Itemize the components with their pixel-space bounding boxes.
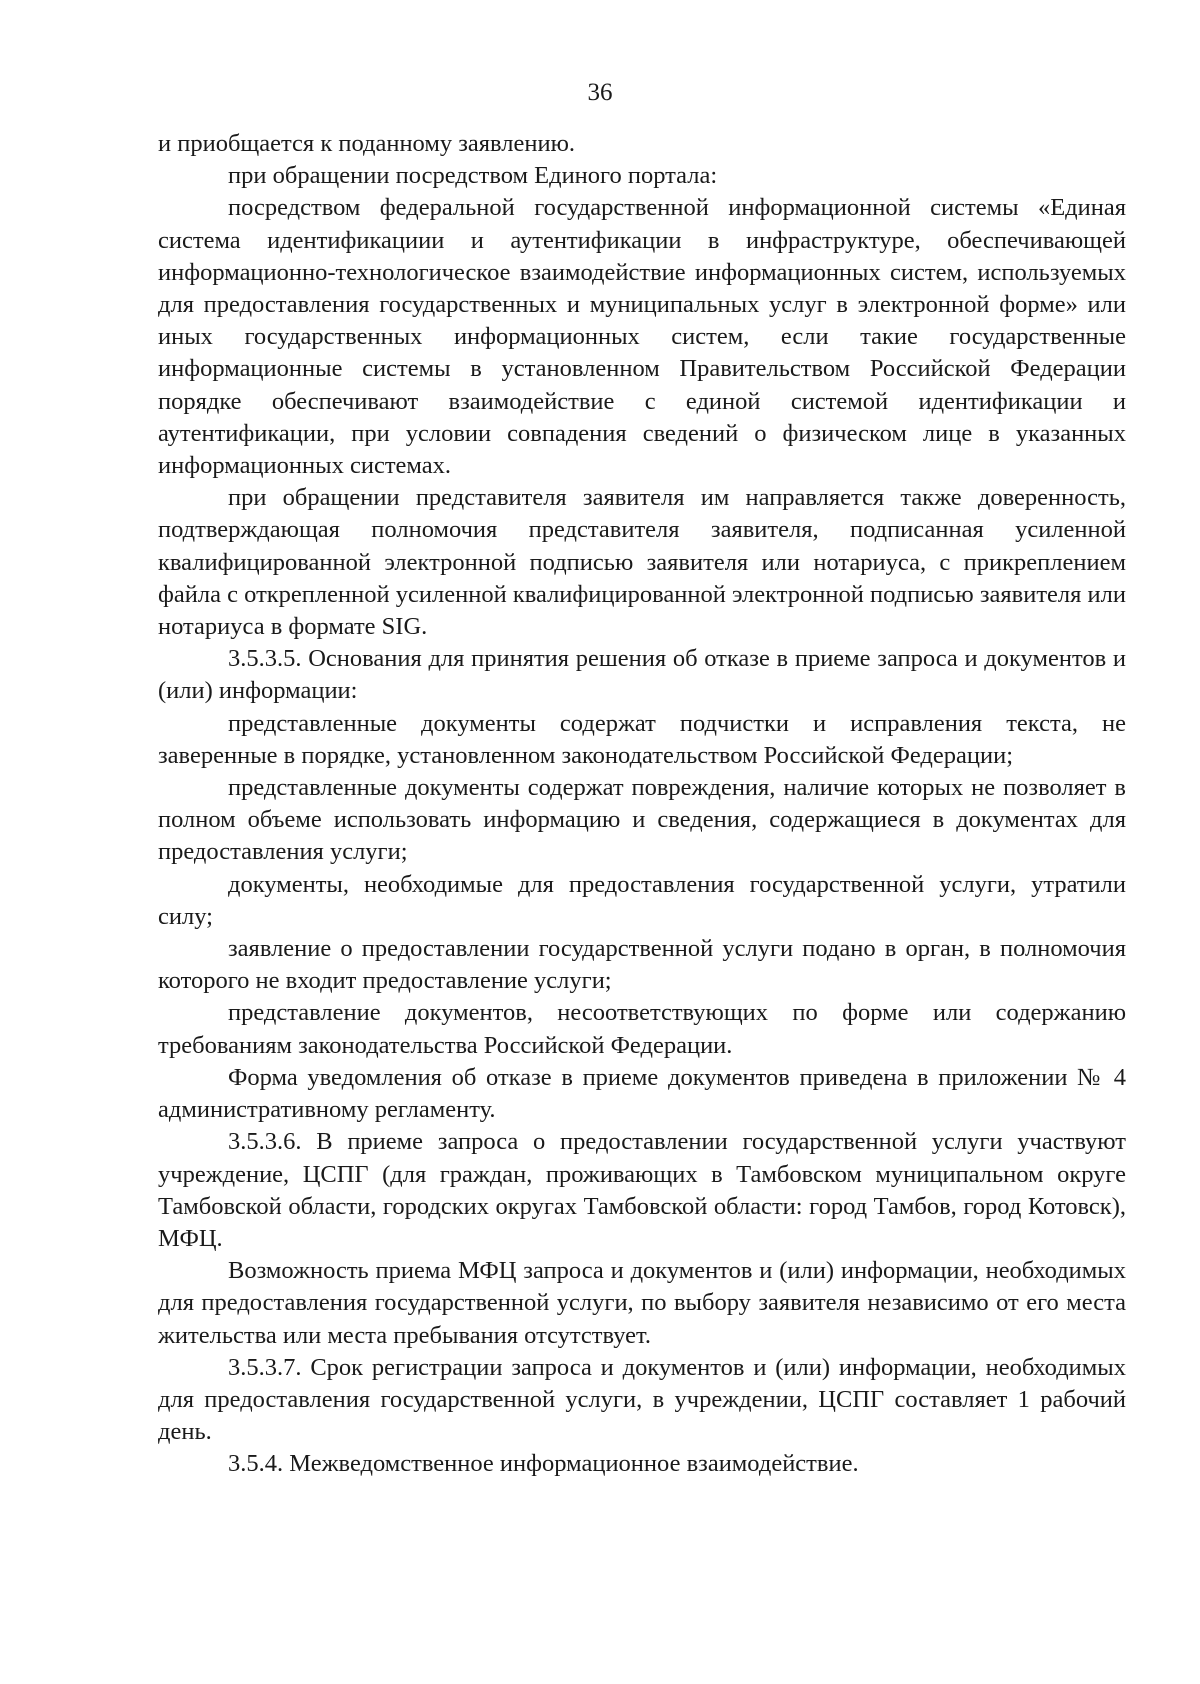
paragraph-12: 3.5.3.6. В приеме запроса о предоставлении государственной услуги участвуют учреждение, ЦСПГ (для граждан, проживающих в Тамбовском муниципальном округе Тамбовской области, городских округах Тамбовской области: город Тамбов, город Котовск), МФЦ. bbox=[158, 1128, 1126, 1252]
paragraph-10: представление документов, несоответствующих по форме или содержанию требованиям законодательства Российской Федерации. bbox=[158, 999, 1126, 1059]
paragraph-6: представленные документы содержат подчистки и исправления текста, не заверенные в порядке, установленном законодательством Российской Федерации; bbox=[158, 709, 1126, 769]
paragraph-14: 3.5.3.7. Срок регистрации запроса и документов и (или) информации, необходимых для предоставления государственной услуги, в учреждении, ЦСПГ составляет 1 рабочий день. bbox=[158, 1353, 1126, 1446]
page-number: 36 bbox=[587, 79, 613, 106]
paragraph-13: Возможность приема МФЦ запроса и документов и (или) информации, необходимых для предоставления государственной услуги, по выбору заявителя независимо от его места жительства или места пребывания отсутствует. bbox=[158, 1257, 1126, 1349]
paragraph-15: 3.5.4. Межведомственное информационное взаимодействие. bbox=[228, 1450, 859, 1478]
paragraph-9: заявление о предоставлении государственной услуги подано в орган, в полномочия которого не входит предоставление услуги; bbox=[158, 935, 1126, 995]
paragraph-11: Форма уведомления об отказе в приеме документов приведена в приложении № 4 административному регламенту. bbox=[158, 1063, 1126, 1124]
paragraph-8: документы, необходимые для предоставления государственной услуги, утратили силу; bbox=[158, 870, 1126, 930]
paragraph-7: представленные документы содержат повреждения, наличие которых не позволяет в полном объеме использовать информацию и сведения, содержащиеся в документах для предоставления услуги; bbox=[158, 774, 1126, 866]
paragraph-2: при обращении посредством Единого портала: bbox=[228, 162, 718, 190]
paragraph-1: и приобщается к поданному заявлению. bbox=[158, 130, 576, 157]
paragraph-5: 3.5.3.5. Основания для принятия решения об отказе в приеме запроса и документов и (или) информации: bbox=[158, 645, 1126, 705]
paragraph-3: посредством федеральной государственной информационной системы «Единая система идентификациии и аутентификации в инфраструктуре, обеспечивающей информационно-технологическое взаимодействие информационных систем, используемых для предоставления государственных и муниципальных услуг в электронной форме» или иных государственных информационных систем, если такие государственные информационные системы в установленном Правительством Российской Федерации порядке обеспечивают взаимодействие с единой системой идентификации и аутентификации, при условии совпадения сведений о физическом лице в указанных информационных системах. bbox=[158, 194, 1126, 480]
paragraph-4: при обращении представителя заявителя им направляется также доверенность, подтверждающая полномочия представителя заявителя, подписанная усиленной квалифицированной электронной подписью заявителя или нотариуса, с прикреплением файла с открепленной усиленной квалифицированной электронной подписью заявителя или нотариуса в формате SIG. bbox=[158, 484, 1126, 641]
document-body bbox=[158, 128, 1126, 1481]
